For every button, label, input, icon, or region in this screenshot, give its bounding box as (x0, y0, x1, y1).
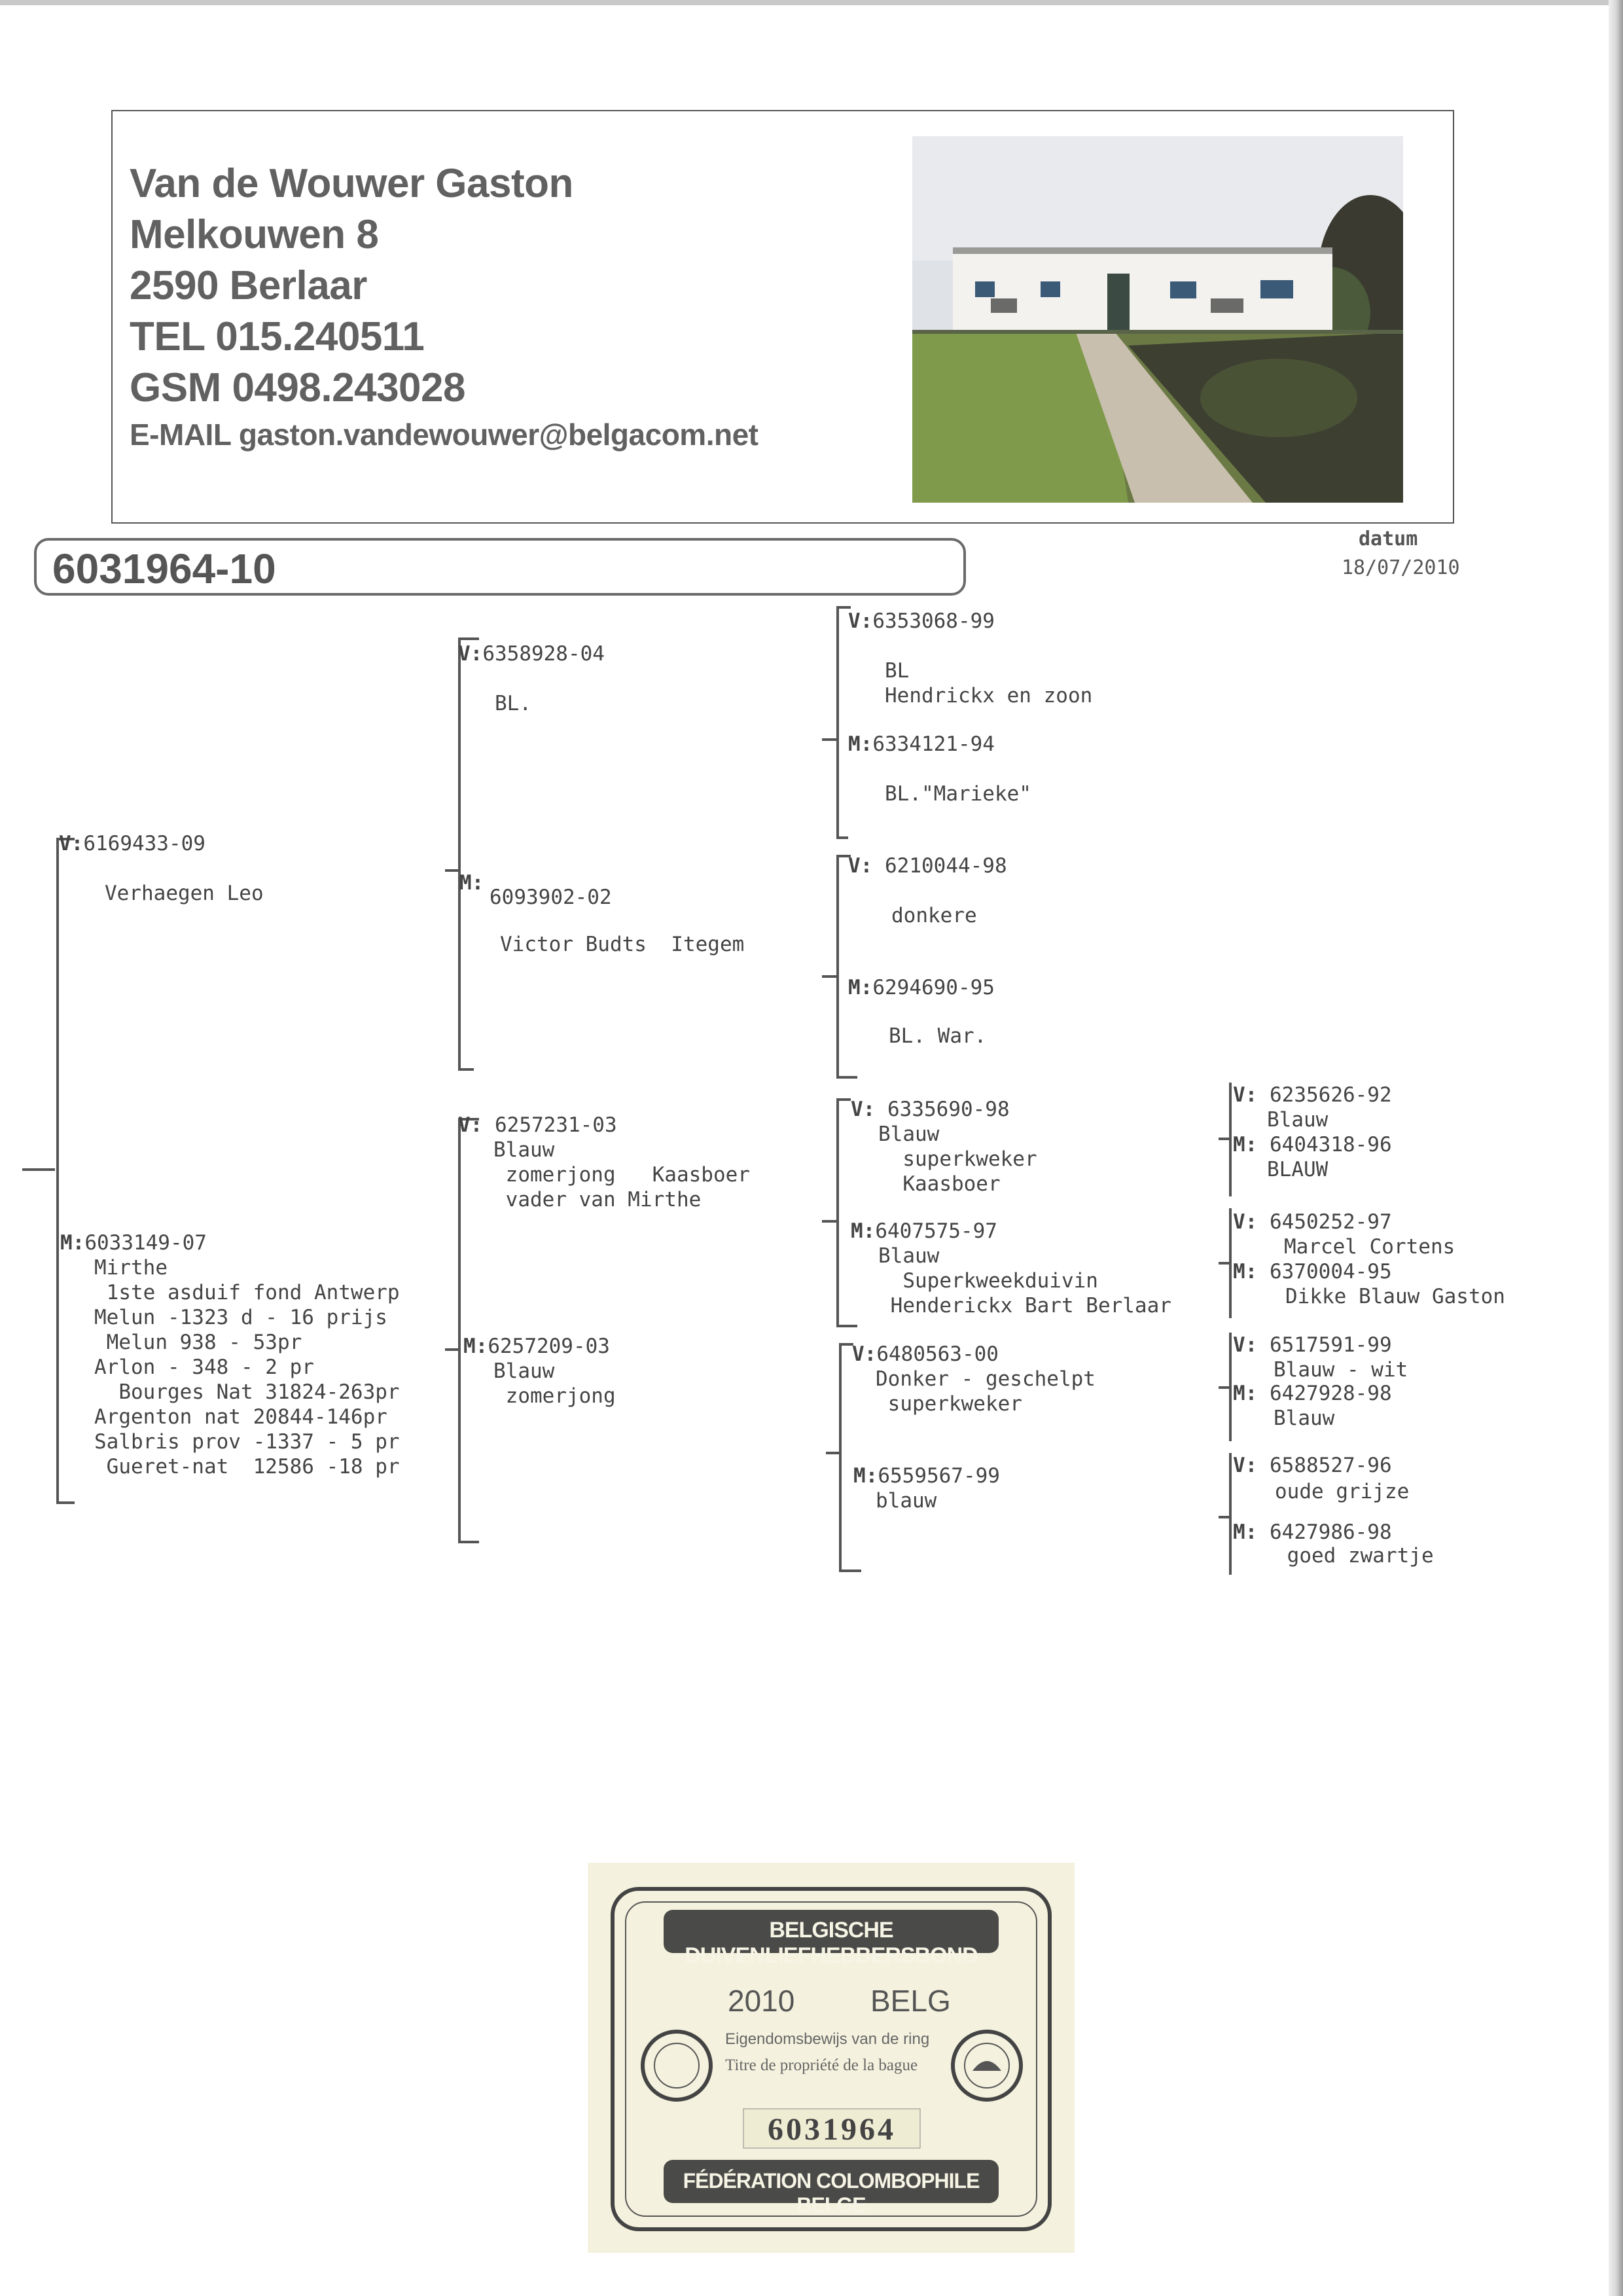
gen3-4-line-1: superkweker (878, 1147, 1037, 1171)
gen3-ring-2: 6210044-98 (885, 854, 1007, 878)
owner-tel: TEL 015.240511 (130, 314, 425, 359)
gen3-1-line-0: BL."Marieke" (885, 782, 1031, 806)
dam-line-8: Gueret-nat 12586 -18 pr (94, 1455, 400, 1479)
gen3-ring-6: 6480563-00 (876, 1342, 999, 1366)
gen4-ring-3: 6370004-95 (1270, 1260, 1392, 1283)
dam-line-7: Salbris prov -1337 - 5 pr (94, 1430, 400, 1454)
owner-name: Van de Wouwer Gaston (130, 161, 573, 206)
gen3-6-line-0: Donker - geschelpt (876, 1367, 1096, 1391)
gen3-ring-1: 6334121-94 (872, 732, 995, 756)
gen4-ring-4: 6517591-99 (1270, 1333, 1392, 1357)
dam-line-3: Melun 938 - 53pr (94, 1331, 302, 1354)
owner-gsm: GSM 0498.243028 (130, 365, 465, 410)
sire-line-0: Verhaegen Leo (105, 882, 264, 905)
gen2-label-1: M: (459, 871, 484, 895)
gen3-2-line-0: donkere (891, 904, 977, 927)
dam-line-6: Argenton nat 20844-146pr (94, 1405, 387, 1429)
gen2-ring-1: 6093902-02 (490, 886, 612, 909)
gen2-entry-3: M:6257209-03 (463, 1335, 610, 1358)
gen2-2-line-0: Blauw (493, 1138, 555, 1162)
dam-line-5: Bourges Nat 31824-263pr (94, 1380, 400, 1404)
gen4-entry-7: M: 6427986-98 (1233, 1520, 1392, 1544)
gen4-entry-6: V: 6588527-96 (1233, 1454, 1392, 1477)
sire-entry (59, 831, 205, 856)
gen3-7-line-0: blauw (876, 1489, 937, 1513)
gen2-entry-2: V: 6257231-03 (458, 1113, 617, 1137)
gen3-ring-7: 6559567-99 (878, 1464, 1000, 1488)
gen3-entry-1: M:6334121-94 (848, 732, 995, 756)
gen4-7-line-0: goed zwartje (1275, 1544, 1434, 1568)
gen4-1-line-0: BLAUW (1267, 1158, 1329, 1181)
certificate-bottom-banner: FÉDÉRATION COLOMBOPHILE BELGE (683, 2169, 980, 2217)
gen3-entry-0: V:6353068-99 (848, 609, 995, 633)
gen3-3-line-0: BL. War. (889, 1024, 987, 1048)
gen4-ring-5: 6427928-98 (1270, 1382, 1392, 1405)
gen4-3-line-0: Dikke Blauw Gaston (1285, 1285, 1505, 1308)
dam-label: M: (60, 1231, 85, 1255)
gen3-entry-6: V:6480563-00 (852, 1342, 999, 1366)
gen3-ring-4: 6335690-98 (887, 1098, 1010, 1121)
gen4-ring-0: 6235626-92 (1270, 1083, 1392, 1107)
gen3-0-line-0: BL (885, 659, 910, 683)
dam-line-4: Arlon - 348 - 2 pr (94, 1355, 314, 1379)
gen4-ring-7: 6427986-98 (1270, 1520, 1392, 1544)
sire-ring: 6169433-09 (83, 832, 205, 855)
gen4-entry-2: V: 6450252-97 (1233, 1210, 1392, 1234)
gen4-6-line-0: oude grijze (1275, 1480, 1410, 1503)
certificate-top-banner: BELGISCHE DUIVENLIEFHEBBERSBOND (685, 1918, 978, 1968)
gen3-entry-4: V: 6335690-98 (851, 1098, 1010, 1121)
owner-email: E-MAIL gaston.vandewouwer@belgacom.net (130, 418, 758, 452)
gen4-2-line-0: Marcel Cortens (1284, 1235, 1455, 1259)
gen2-2-line-1: zomerjong Kaasboer (493, 1163, 750, 1187)
gen2-2-line-2: vader van Mirthe (493, 1188, 702, 1211)
certificate-country: BELG (870, 1984, 951, 2018)
gen3-ring-3: 6294690-95 (872, 976, 995, 999)
gen4-ring-6: 6588527-96 (1270, 1454, 1392, 1477)
gen3-0-line-1: Hendrickx en zoon (885, 684, 1093, 708)
gen4-entry-4: V: 6517591-99 (1233, 1333, 1392, 1357)
certificate-line-2: Titre de propriété de la bague (725, 2056, 918, 2074)
date-value: 18/07/2010 (1342, 556, 1460, 579)
date-label: datum (1359, 528, 1418, 550)
gen4-entry-3: M: 6370004-95 (1233, 1260, 1392, 1283)
gen3-ring-0: 6353068-99 (872, 609, 995, 633)
certificate-year: 2010 (728, 1984, 795, 2018)
certificate-ring-number: 6031964 (768, 2112, 896, 2147)
owner-city: 2590 Berlaar (130, 263, 367, 308)
sire-label: V: (59, 832, 84, 855)
dam-line-1: 1ste asduif fond Antwerp (94, 1281, 400, 1304)
gen2-ring-3: 6257209-03 (488, 1335, 610, 1358)
gen3-6-line-1: superkweker (876, 1392, 1022, 1416)
ring-ownership-certificate (588, 1863, 1075, 2253)
dam-ring: 6033149-07 (84, 1231, 207, 1255)
gen3-4-line-2: Kaasboer (878, 1172, 1001, 1196)
gen4-5-line-0: Blauw (1274, 1407, 1335, 1430)
gen4-entry-1: M: 6404318-96 (1233, 1133, 1392, 1157)
gen2-ring-0: 6358928-04 (482, 642, 605, 666)
gen4-ring-2: 6450252-97 (1270, 1210, 1392, 1234)
gen4-0-line-0: Blauw (1267, 1108, 1329, 1132)
gen3-5-line-0: Blauw (878, 1244, 940, 1268)
gen3-entry-5: M:6407575-97 (851, 1219, 997, 1243)
gen3-5-line-1: Superkweekduivin (878, 1269, 1098, 1293)
gen3-entry-7: M:6559567-99 (853, 1464, 1000, 1488)
gen3-entry-3: M:6294690-95 (848, 976, 995, 999)
gen2-0-line-0: BL. (495, 692, 531, 715)
dam-entry (60, 1230, 207, 1255)
gen4-entry-0: V: 6235626-92 (1233, 1083, 1392, 1107)
gen3-ring-5: 6407575-97 (875, 1219, 997, 1243)
gen2-entry-0: V:6358928-04 (458, 642, 605, 666)
gen2-3-line-0: Blauw (493, 1359, 555, 1383)
owner-street: Melkouwen 8 (130, 212, 379, 257)
gen3-entry-2: V: 6210044-98 (848, 854, 1007, 878)
gen4-4-line-0: Blauw - wit (1274, 1358, 1408, 1382)
gen2-3-line-1: zomerjong (493, 1384, 616, 1408)
gen4-entry-5: M: 6427928-98 (1233, 1382, 1392, 1405)
gen3-5-line-2: Henderickx Bart Berlaar (878, 1294, 1171, 1318)
dam-line-2: Melun -1323 d - 16 prijs (94, 1306, 387, 1329)
certificate-line-1: Eigendomsbewijs van de ring (725, 2030, 930, 2048)
dam-line-0: Mirthe (94, 1256, 168, 1280)
gen2-1-line-0: Victor Budts Itegem (500, 933, 745, 956)
gen3-4-line-0: Blauw (878, 1122, 940, 1146)
gen2-ring-2: 6257231-03 (495, 1113, 617, 1137)
gen4-ring-1: 6404318-96 (1270, 1133, 1392, 1157)
pigeon-ring-number: 6031964-10 (52, 545, 276, 592)
